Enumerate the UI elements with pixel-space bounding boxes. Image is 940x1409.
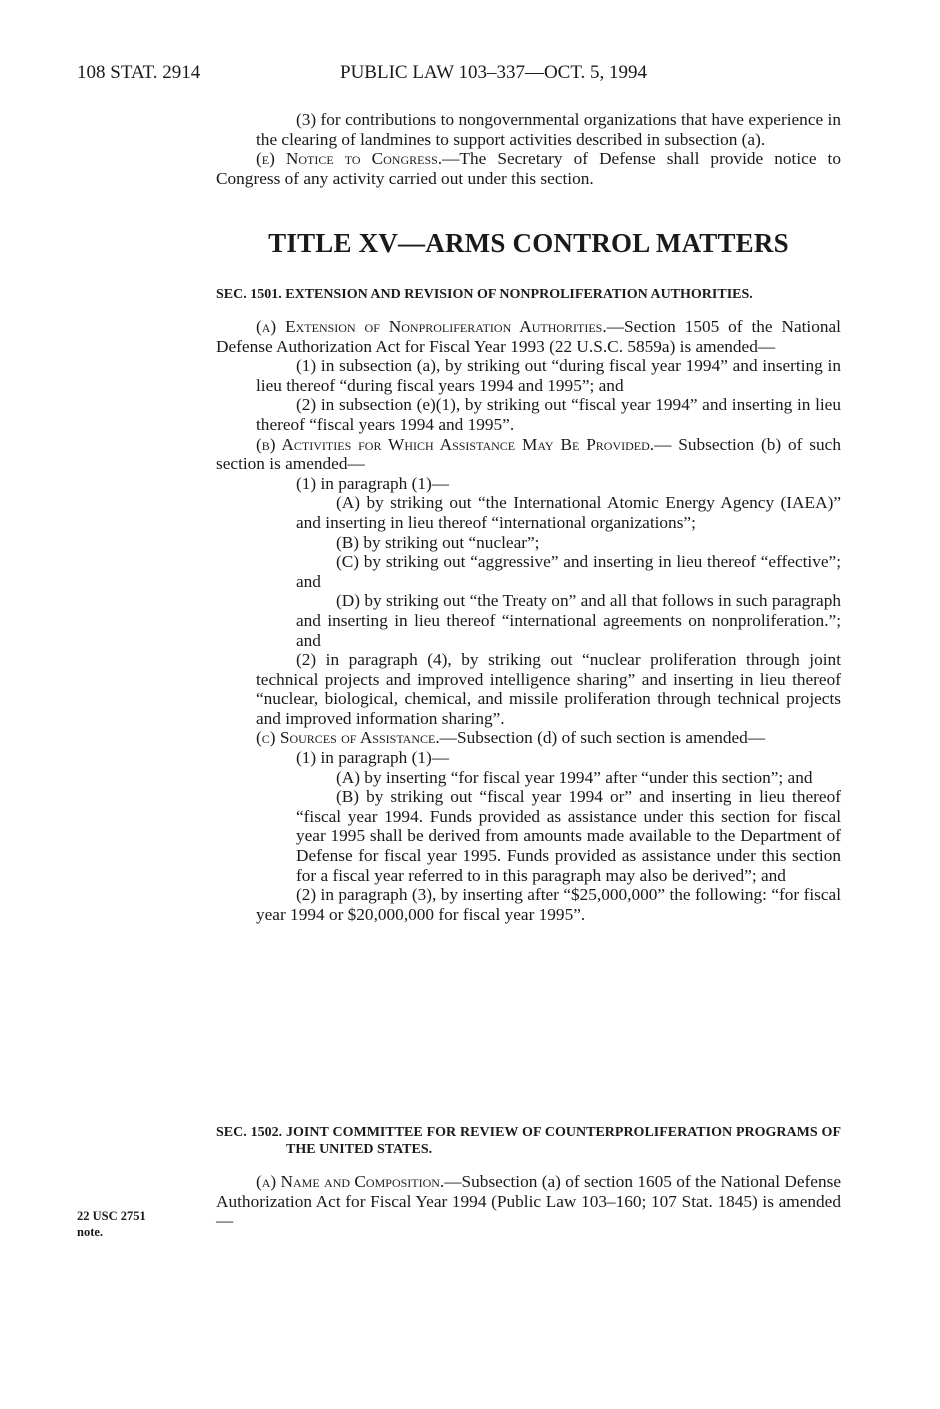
- stat-page-number: 108 STAT. 2914: [77, 62, 201, 83]
- subsection-e: [216, 149, 841, 188]
- sec-1501-b-label: (b) Activities for Which Assistance May Be Provided.: [256, 434, 655, 454]
- sec-1502-a-label: (a) Name and Composition.: [256, 1172, 445, 1191]
- sec-1501-b1C: (C) by striking out “aggressive” and inserting in lieu thereof “effective”; and: [296, 552, 841, 591]
- sec-1501-a-text: —Section 1505 of the National Defense Authorization Act for Fiscal Year 1993 (22 U.S.C. 5859a) is amended—: [216, 317, 841, 356]
- sec-1501-b-text: — Subsection (b) of such section is amended—: [216, 434, 841, 474]
- section-1501: [216, 286, 841, 924]
- sec-1501-a: [216, 317, 841, 356]
- sec-1501-heading: SEC. 1501. EXTENSION AND REVISION OF NONPROLIFERATION AUTHORITIES.: [216, 287, 753, 302]
- sec-1502-heading: SEC. 1502. JOINT COMMITTEE FOR REVIEW OF COUNTERPROLIFERATION PROGRAMS OF THE UNITED STATES.: [216, 1125, 841, 1157]
- sec-1501-b1A: (A) by striking out “the International Atomic Energy Agency (IAEA)” and inserting in lieu thereof “international organizations”;: [296, 493, 841, 532]
- top-section: [216, 110, 841, 188]
- sec-1501-c1B: (B) by striking out “fiscal year 1994 or” and inserting in lieu thereof “fiscal year 1994. Funds provided as assistance under this section for fiscal year 1995 shall be derived from amounts made available to the Department of Defense for fiscal year 1995. Funds provided as assistance under this section for a fiscal year referred to in this paragraph may also be derived”; and: [296, 787, 841, 885]
- sec-1501-a-label: (a) Extension of Nonproliferation Authorities.: [256, 317, 607, 336]
- sec-1501-a2: (2) in subsection (e)(1), by striking out “fiscal year 1994” and inserting in lieu thereof “fiscal years 1994 and 1995”.: [256, 395, 841, 434]
- sec-1502-a-text: —Subsection (a) of section 1605 of the National Defense Authorization Act for Fiscal Year 1994 (Public Law 103–160; 107 Stat. 1845) is amended—: [216, 1172, 841, 1231]
- sec-1501-b1D: (D) by striking out “the Treaty on” and all that follows in such paragraph and inserting in lieu thereof “international agreements on nonproliferation.”; and: [296, 591, 841, 650]
- margin-note-suffix: note.: [77, 1225, 104, 1239]
- title-heading: TITLE XV—ARMS CONTROL MATTERS: [268, 228, 789, 258]
- sec-1501-c-text: —Subsection (d) of such section is amended—: [439, 728, 766, 748]
- section-1502: [216, 1124, 841, 1231]
- sec-1501-b1B: (B) by striking out “nuclear”;: [336, 532, 540, 552]
- running-head-law: PUBLIC LAW 103–337—OCT. 5, 1994: [340, 62, 648, 83]
- subsection-e-label: (e) Notice to Congress.: [256, 149, 443, 169]
- sec-1501-c2: (2) in paragraph (3), by inserting after “$25,000,000” the following: “for fiscal year 1994 or $20,000,000 for fiscal year 1995”.: [256, 885, 841, 924]
- sec-1501-c1A: (A) by inserting “for fiscal year 1994” after “under this section”; and: [336, 767, 813, 787]
- margin-note-citation: 22 USC 2751: [77, 1209, 146, 1223]
- sec-1501-c-label: (c) Sources of Assistance.: [256, 728, 440, 748]
- sec-1501-c1: (1) in paragraph (1)—: [296, 748, 450, 768]
- subsection-e-text: —The Secretary of Defense shall provide notice to Congress of any activity carried out under this section.: [216, 149, 841, 188]
- sec-1501-a1: (1) in subsection (a), by striking out “during fiscal year 1994” and inserting in lieu thereof “during fiscal years 1994 and 1995”; and: [256, 356, 841, 395]
- paragraph-3-contributions: (3) for contributions to nongovernmental organizations that have experience in the clearing of landmines to support activities described in subsection (a).: [256, 110, 841, 149]
- sec-1502-a: [216, 1172, 841, 1231]
- margin-note: [77, 1208, 146, 1240]
- sec-1501-b1: (1) in paragraph (1)—: [296, 473, 450, 493]
- sec-1501-b: [216, 435, 841, 474]
- sec-1501-c: [216, 728, 841, 748]
- sec-1501-b2: (2) in paragraph (4), by striking out “nuclear proliferation through joint technical projects and improved intelligence sharing” and inserting in lieu thereof “nuclear, biological, chemical, and missile proliferation through technical projects and improved information sharing”.: [256, 650, 841, 728]
